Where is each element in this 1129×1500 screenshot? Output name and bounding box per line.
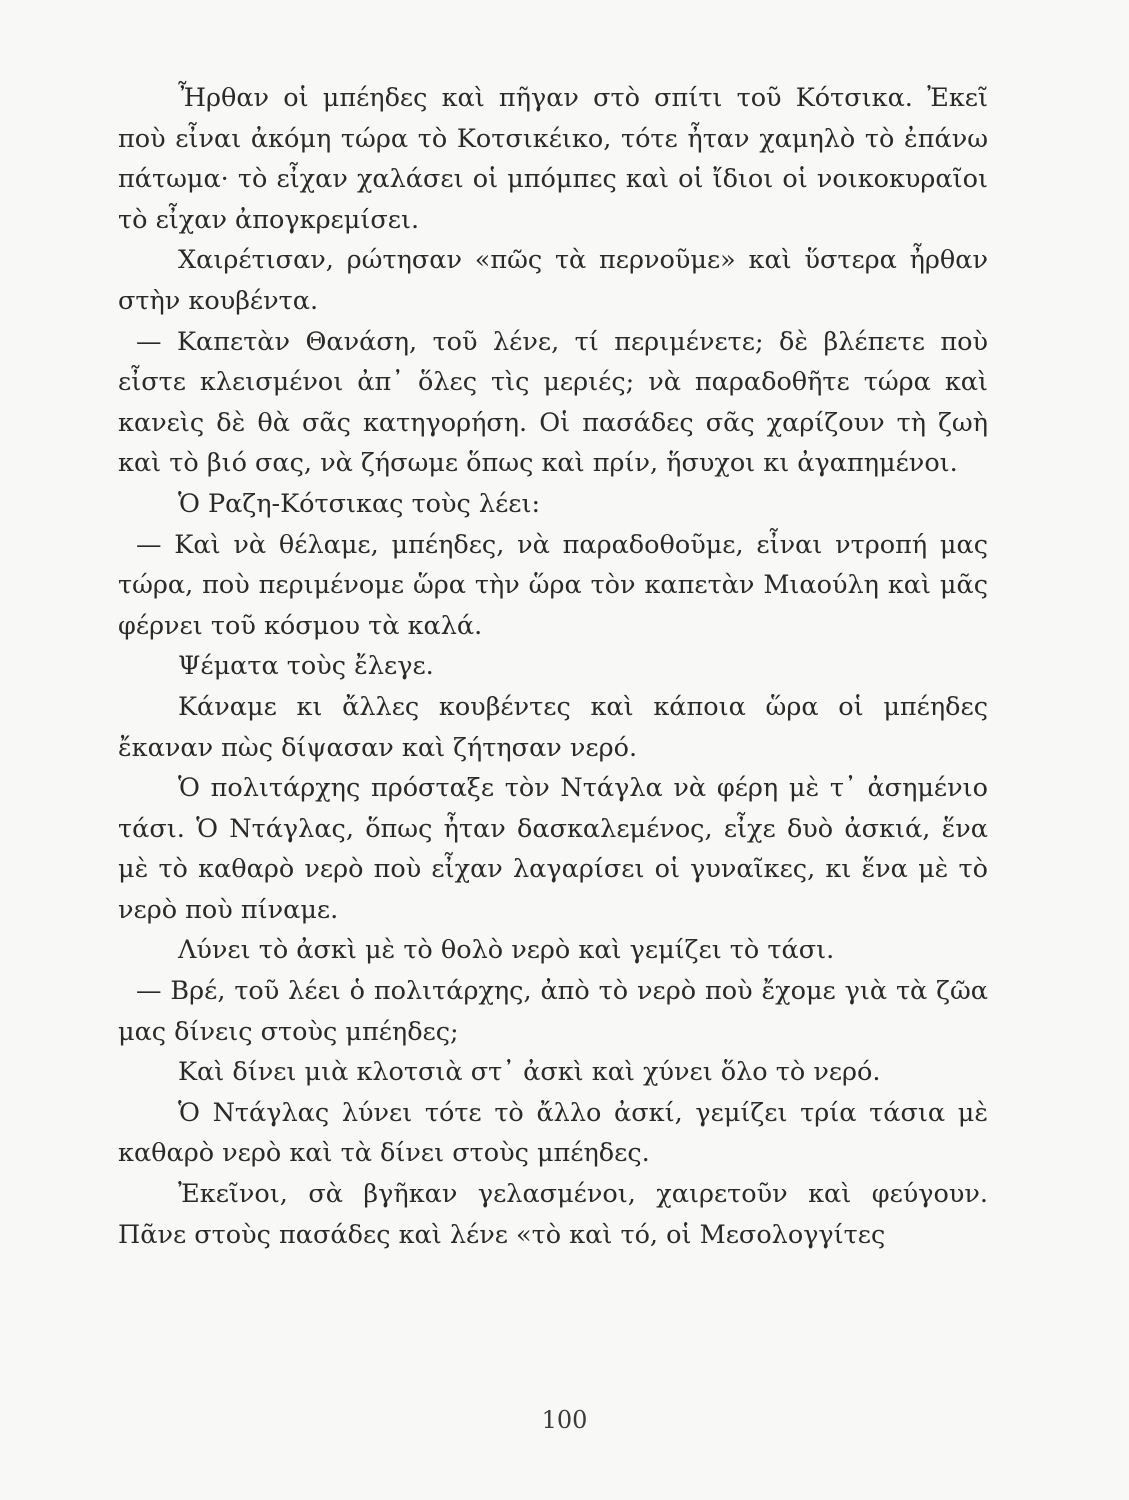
paragraph-7: Κάναμε κι ἄλλες κουβέντες καὶ κάποια ὥρα οἱ μπέηδες ἔκαναν πὼς δίψασαν καὶ ζήτησαν νερό. bbox=[118, 691, 988, 763]
paragraph-9: Λύνει τὸ ἀσκὶ μὲ τὸ θολὸ νερὸ καὶ γεμίζει τὸ τάσι. bbox=[178, 935, 835, 966]
paragraph-2: Χαιρέτισαν, ρώτησαν «πῶς τὰ περνοῦμε» καὶ ὕστερα ἦρθαν στὴν κουβέντα. bbox=[118, 245, 988, 316]
paragraph-8: Ὁ πολιτάρχης πρόσταξε τὸν Ντάγλα νὰ φέρη μὲ τ᾿ ἀσημένιο τάσι. Ὁ Ντάγλας, ὅπως ἦταν δασκαλεμένος, εἶχε δυὸ ἀσκιά, ἕνα μὲ τὸ καθαρὸ νερὸ ποὺ εἶχαν λαγαρίσει οἱ γυναῖκες, κι ἕνα μὲ τὸ νερὸ ποὺ πίναμε. bbox=[118, 773, 988, 925]
paragraph-13: Ἐκεῖνοι, σὰ βγῆκαν γελασμένοι, χαιρετοῦν καὶ φεύγουν. Πᾶνε στοὺς πασάδες καὶ λένε «τὸ καὶ τό, οἱ Μεσολογγίτες bbox=[118, 1179, 988, 1250]
paragraph-4: Ὁ Ραζη-Κότσικας τοὺς λέει: bbox=[178, 488, 541, 519]
paragraph-1: Ἦρθαν οἱ μπέηδες καὶ πῆγαν στὸ σπίτι τοῦ Κότσικα. Ἐκεῖ ποὺ εἶναι ἀκόμη τώρα τὸ Κοτσικέικο, τότε ἦταν χαμηλὸ τὸ ἐπάνω πάτωμα· τὸ εἶχαν χαλάσει οἱ μπόμπες καὶ οἱ ἴδιοι οἱ νοικοκυραῖοι τὸ εἶχαν ἀπογκρεμίσει. bbox=[118, 83, 988, 235]
page-number: 100 bbox=[541, 1406, 588, 1434]
paragraph-10: — Βρέ, τοῦ λέει ὁ πολιτάρχης, ἀπὸ τὸ νερὸ ποὺ ἔχομε γιὰ τὰ ζῶα μας δίνεις στοὺς μπέηδες; bbox=[118, 976, 988, 1047]
paragraph-5: — Καὶ νὰ θέλαμε, μπέηδες, νὰ παραδοθοῦμε, εἶναι ντροπή μας τώρα, ποὺ περιμένομε ὥρα τὴν ὥρα τὸν καπετὰν Μιαούλη καὶ μᾶς φέρνει τοῦ κόσμου τὰ καλά. bbox=[118, 529, 988, 641]
paragraph-3: — Καπετὰν Θανάση, τοῦ λένε, τί περιμένετε; δὲ βλέπετε ποὺ εἶστε κλεισμένοι ἀπ᾿ ὅλες τὶς μεριές; νὰ παραδοθῆτε τώρα καὶ κανεὶς δὲ θὰ σᾶς κατηγορήση. Οἱ πασάδες σᾶς χαρίζουν τὴ ζωὴ καὶ τὸ βιό σας, νὰ ζήσωμε ὅπως καὶ πρίν, ἥσυχοι κι ἀγαπημένοι. bbox=[118, 326, 988, 479]
paragraph-11: Καὶ δίνει μιὰ κλοτσιὰ στ᾿ ἀσκὶ καὶ χύνει ὅλο τὸ νερό. bbox=[178, 1057, 881, 1088]
paragraph-6: Ψέματα τοὺς ἔλεγε. bbox=[178, 651, 434, 682]
body-text bbox=[118, 78, 988, 1255]
paragraph-12: Ὁ Ντάγλας λύνει τότε τὸ ἄλλο ἀσκί, γεμίζει τρία τάσια μὲ καθαρὸ νερὸ καὶ τὰ δίνει στοὺς μπέηδες. bbox=[118, 1097, 988, 1169]
